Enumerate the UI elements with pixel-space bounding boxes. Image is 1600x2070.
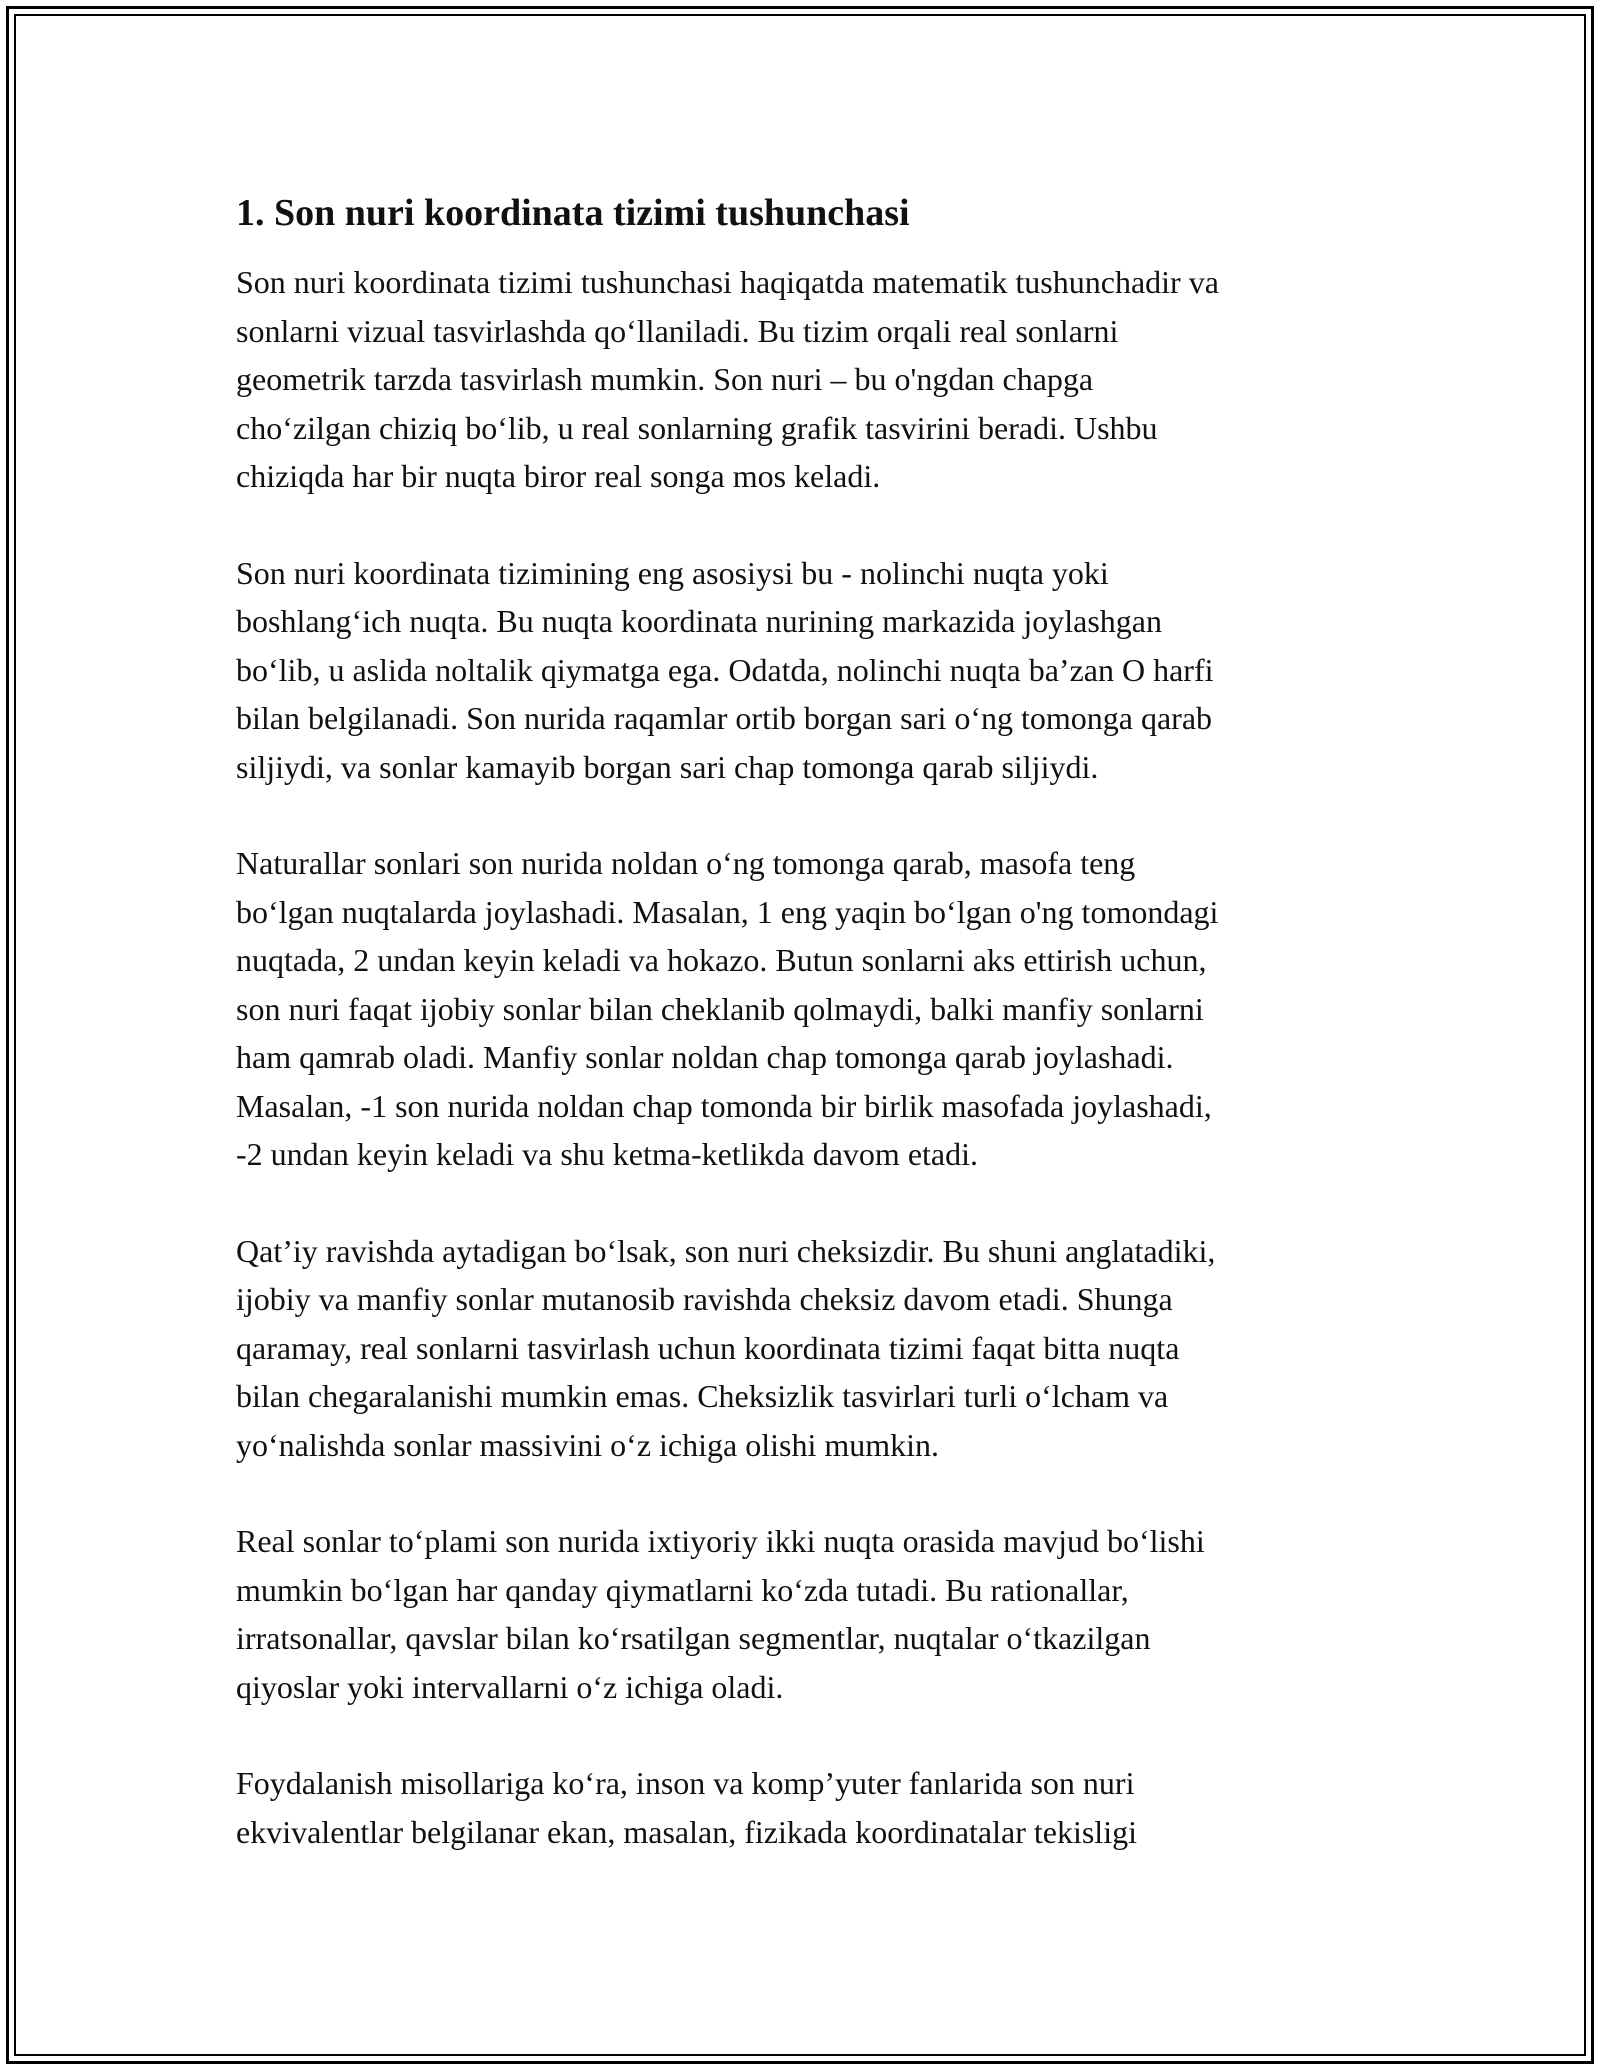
paragraph-6 [236,1759,1366,1856]
paragraph-5 [236,1517,1366,1711]
text-line: irratsonallar, qavslar bilan ko‘rsatilgan segmentlar, nuqtalar o‘tkazilgan [236,1620,1151,1656]
text-line: Foydalanish misollariga ko‘ra, inson va komp’yuter fanlarida son nuri [236,1765,1135,1801]
text-line: Masalan, -1 son nurida noldan chap tomonda bir birlik masofada joylashadi, [236,1087,1212,1124]
text-line: mumkin bo‘lgan har qanday qiymatlarni ko‘zda tutadi. Bu rationallar, [236,1571,1129,1608]
text-line: bo‘lib, u aslida noltalik qiymatga ega. Odatda, nolinchi nuqta ba’zan O harfi [236,651,1214,688]
text-line: sonlarni vizual tasvirlashda qo‘llaniladi. Bu tizim orqali real sonlarni [236,312,1119,349]
paragraph-2 [236,549,1366,792]
text-line: Naturallar sonlari son nurida noldan o‘ng tomonga qarab, masofa teng [236,845,1136,881]
text-line: bilan belgilanadi. Son nurida raqamlar ortib borgan sari o‘ng tomonga qarab [236,700,1213,736]
text-line: bo‘lgan nuqtalarda joylashadi. Masalan, 1 eng yaqin bo‘lgan o'ng tomondagi [236,893,1219,930]
text-line: Son nuri koordinata tizimining eng asosiysi bu - nolinchi nuqta yoki [236,554,1109,591]
text-line: yo‘nalishda sonlar massivini o‘z ichiga olishi mumkin. [236,1426,940,1463]
text-line: bilan chegaralanishi mumkin emas. Cheksizlik tasvirlari turli o‘lcham va [236,1378,1169,1414]
text-line: qaramay, real sonlarni tasvirlash uchun koordinata tizimi faqat bitta nuqta [236,1329,1180,1366]
document-body [236,190,1366,1904]
paragraph-3 [236,839,1366,1179]
text-line: chiziqda har bir nuqta biror real songa mos keladi. [236,458,881,494]
text-line: ham qamrab oladi. Manfiy sonlar noldan chap tomonga qarab joylashadi. [236,1039,1174,1075]
text-line: nuqtada, 2 undan keyin keladi va hokazo. Butun sonlarni aks ettirish uchun, [236,942,1207,978]
text-line: ijobiy va manfiy sonlar mutanosib ravishda cheksiz davom etadi. Shunga [236,1281,1173,1317]
paragraph-4 [236,1227,1366,1470]
text-line: Qat’iy ravishda aytadigan bo‘lsak, son nuri cheksizdir. Bu shuni anglatadiki, [236,1232,1216,1269]
text-line: siljiydi, va sonlar kamayib borgan sari chap tomonga qarab siljiydi. [236,748,1099,785]
text-line: geometrik tarzda tasvirlash mumkin. Son nuri – bu o'ngdan chapga [236,361,1094,397]
text-line: son nuri faqat ijobiy sonlar bilan cheklanib qolmaydi, balki manfiy sonlarni [236,990,1204,1027]
text-line: Son nuri koordinata tizimi tushunchasi haqiqatda matematik tushunchadir va [236,264,1219,300]
paragraph-1 [236,258,1366,501]
text-line: Real sonlar to‘plami son nurida ixtiyoriy ikki nuqta orasida mavjud bo‘lishi [236,1523,1205,1559]
text-line: qiyoslar yoki intervallarni o‘z ichiga oladi. [236,1668,784,1705]
text-line: ekvivalentlar belgilanar ekan, masalan, fizikada koordinatalar tekisligi [236,1813,1137,1850]
section-heading: 1. Son nuri koordinata tizimi tushunchasi [236,192,910,234]
text-line: cho‘zilgan chiziq bo‘lib, u real sonlarning grafik tasvirini beradi. Ushbu [236,409,1158,446]
text-line: boshlang‘ich nuqta. Bu nuqta koordinata nurining markazida joylashgan [236,603,1162,639]
text-line: -2 undan keyin keladi va shu ketma-ketlikda davom etadi. [236,1136,978,1172]
